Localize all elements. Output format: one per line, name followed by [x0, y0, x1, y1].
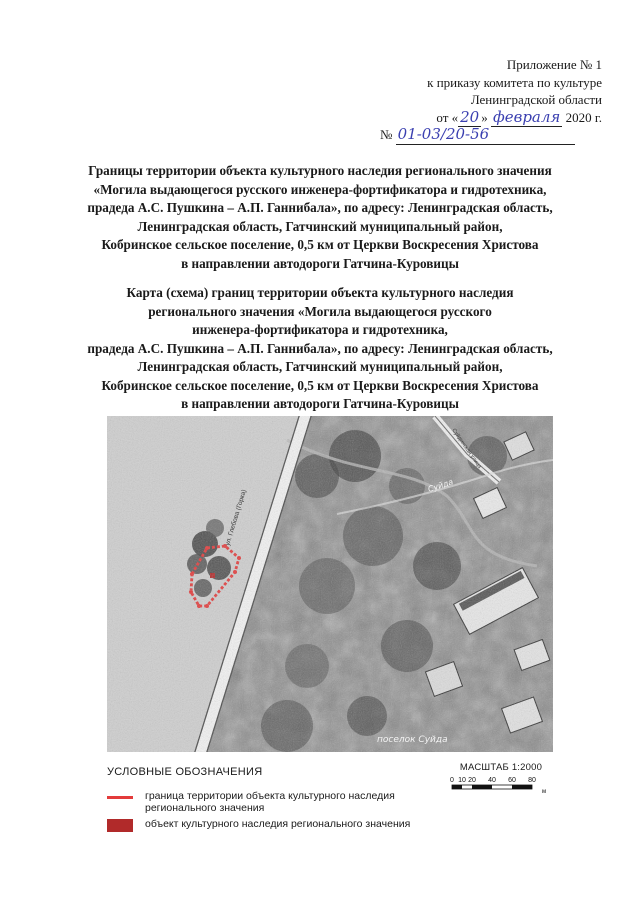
appendix-header [322, 56, 602, 145]
heading-line: в направлении автодороги Гатчина-Куровицы [181, 255, 459, 271]
scale-tick: 20 [468, 777, 476, 784]
scale-tick: 60 [508, 777, 516, 784]
date-month: февраля [492, 107, 561, 126]
scale-tick: 80 [528, 777, 536, 784]
heading-line: «Могила выдающегося русского инженера-фортификатора и гидротехника, [93, 181, 547, 197]
scale-unit: м [541, 789, 547, 795]
map-image [107, 416, 553, 752]
heading-line: в направлении автодороги Гатчина-Куровицы [181, 396, 459, 411]
heading-line: прадеда А.С. Пушкина – А.П. Ганнибала», по адресу: Ленинградская область, [87, 200, 553, 215]
scale-title: МАСШТАБ 1:2000 [459, 762, 543, 773]
boundary-swatch [107, 796, 133, 799]
appendix-title: Приложение № 1 [506, 57, 602, 72]
heading-line: Кобринское сельское поселение, 0,5 км от Церкви Воскресения Христова [101, 237, 539, 252]
heading-line: Ленинградская область, Гатчинский муниципальный район, [137, 359, 503, 374]
satellite-map [107, 416, 553, 752]
scale-tick: 0 [450, 777, 454, 784]
document-heading [40, 162, 600, 273]
scale-bar [446, 762, 556, 804]
date-prefix: от « [436, 109, 459, 125]
legend-boundary-label: граница территории объекта культурного наследия [145, 790, 395, 802]
heading-line: Ленинградская область, Гатчинский муниципальный район, [137, 218, 503, 234]
scale-tick: 10 [458, 777, 466, 784]
map-heading [40, 284, 600, 414]
heading-line: прадеда А.С. Пушкина – А.П. Ганнибала», по адресу: Ленинградская область, [87, 340, 553, 356]
date-year: 2020 г. [565, 109, 602, 125]
scale-graphic [446, 773, 556, 799]
date-mid: » [481, 109, 488, 125]
heading-line: регионального значения «Могила выдающегося русского [148, 303, 492, 319]
legend-title: УСЛОВНЫЕ ОБОЗНАЧЕНИЯ [107, 766, 263, 778]
legend-object-label: объект культурного наследия регионального значения [145, 818, 411, 830]
heading-line: инженера-фортификатора и гидротехника, [192, 322, 448, 337]
order-number: 01-03/20-56 [396, 126, 575, 145]
heading-line: Карта (схема) границ территории объекта культурного наследия [126, 285, 514, 300]
number-prefix: № [380, 127, 393, 142]
appendix-date-line [322, 109, 602, 127]
appendix-region-line: Ленинградской области [470, 92, 602, 107]
appendix-number-line [322, 126, 602, 145]
heading-line: Кобринское сельское поселение, 0,5 км от Церкви Воскресения Христова [101, 377, 539, 393]
date-day: 20 [460, 107, 480, 126]
heading-line: Границы территории объекта культурного наследия регионального значения [88, 163, 552, 178]
appendix-order-line: к приказу комитета по культуре [427, 74, 602, 90]
legend-boundary-label-2: регионального значения [145, 802, 265, 814]
scale-tick: 40 [488, 777, 496, 784]
object-swatch [107, 819, 133, 832]
